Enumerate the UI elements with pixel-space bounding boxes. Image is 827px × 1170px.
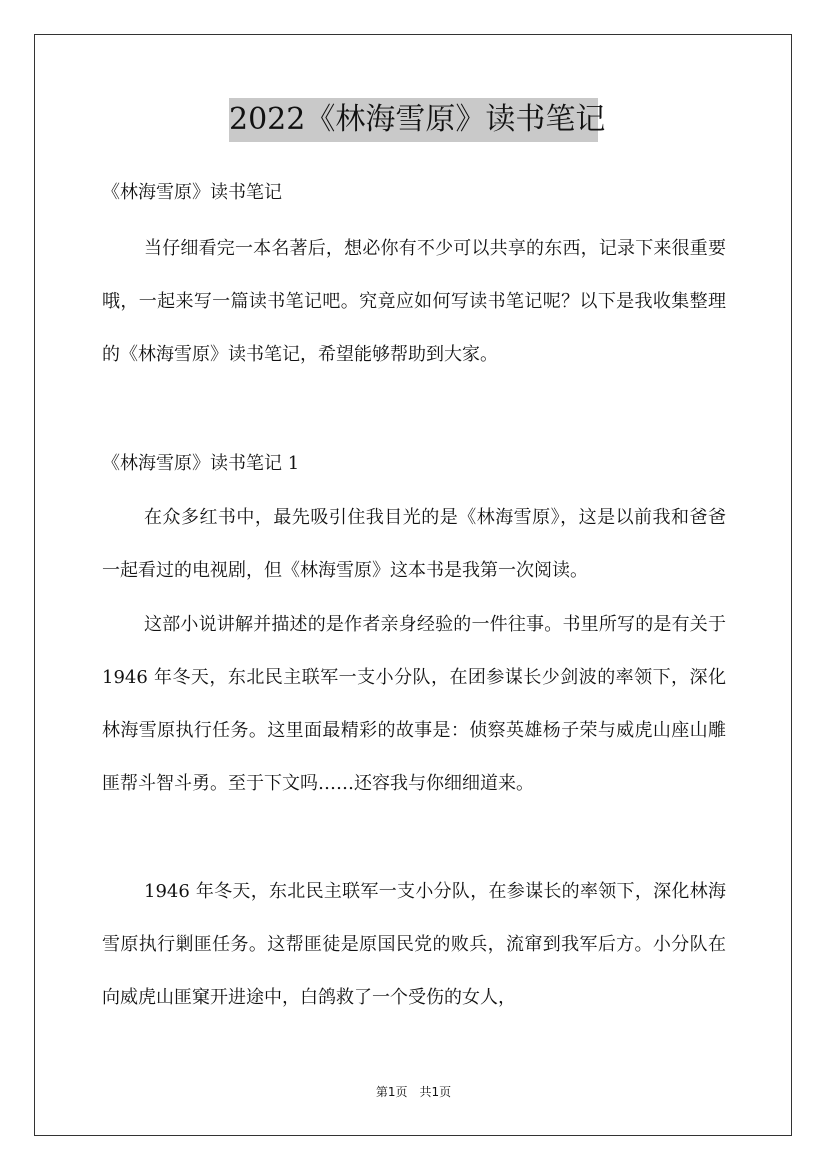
body-paragraph-1: 在众多红书中，最先吸引住我目光的是《林海雪原》，这是以前我和爸爸一起看过的电视剧，但《林海雪原》这本书是我第一次阅读。 <box>102 507 726 581</box>
intro-paragraph: 当仔细看完一本名著后，想必你有不少可以共享的东西，记录下来很重要哦，一起来写一篇读书笔记吧。究竟应如何写读书笔记呢？以下是我收集整理的《林海雪原》读书笔记，希望能够帮助到大家。 <box>102 238 726 365</box>
section-title: 《林海雪原》读书笔记 1 <box>102 453 300 474</box>
page-footer: 第1页 共1页 <box>375 1085 452 1099</box>
body-paragraph-3: 1946 年冬天，东北民主联军一支小分队，在参谋长的率领下，深化林海雪原执行剿匪任务。这帮匪徒是原国民党的败兵，流窜到我军后方。小分队在向威虎山匪窠开进途中，白鸽救了一个受伤的女人， <box>102 881 726 1008</box>
document-title: 2022《林海雪原》读书笔记 <box>229 98 598 142</box>
document-subtitle: 《林海雪原》读书笔记 <box>102 182 282 203</box>
body-paragraph-2: 这部小说讲解并描述的是作者亲身经验的一件往事。书里所写的是有关于 1946 年冬天，东北民主联军一支小分队，在团参谋长少剑波的率领下，深化林海雪原执行任务。这里面最精彩的故事是：侦察英雄杨子荣与威虎山座山雕匪帮斗智斗勇。至于下文吗……还容我与你细细道来。 <box>102 614 726 794</box>
